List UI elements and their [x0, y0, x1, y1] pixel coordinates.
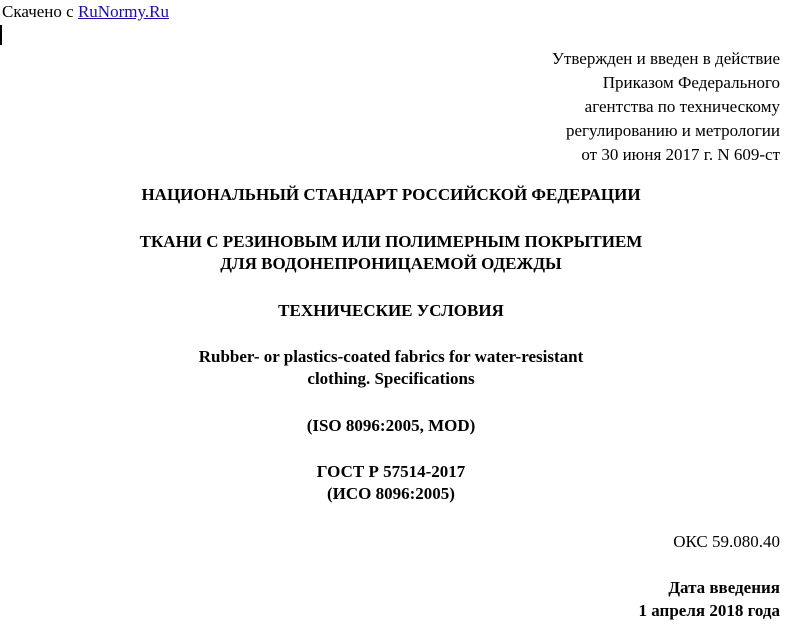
approval-block: [380, 47, 780, 167]
gost-line: (ИСО 8096:2005): [327, 484, 455, 503]
title-ru: [0, 231, 782, 275]
introduction-date: [639, 576, 780, 622]
title-en-line: Rubber- or plastics-coated fabrics for water-resistant: [198, 347, 584, 366]
approval-line: от 30 июня 2017 г. N 609-ст: [581, 145, 780, 164]
download-source-line: [2, 2, 169, 22]
iso-reference: [0, 415, 782, 437]
subtitle-ru: [0, 300, 782, 322]
introduction-date-value: 1 апреля 2018 года: [638, 601, 780, 620]
text-cursor: [0, 25, 2, 45]
runormy-link[interactable]: RuNormy.Ru: [77, 2, 169, 21]
title-en: [0, 346, 782, 390]
title-en-line: clothing. Specifications: [307, 369, 475, 388]
approval-line: Утвержден и введен в действие: [551, 49, 780, 68]
gost-designation: [0, 461, 782, 505]
approval-line: Приказом Федерального: [602, 73, 780, 92]
approval-line: регулированию и метрологии: [565, 121, 780, 140]
gost-line: ГОСТ Р 57514-2017: [316, 462, 466, 481]
standard-type-text: НАЦИОНАЛЬНЫЙ СТАНДАРТ РОССИЙСКОЙ ФЕДЕРАЦИИ: [141, 185, 641, 204]
subtitle-ru-text: ТЕХНИЧЕСКИЕ УСЛОВИЯ: [278, 301, 504, 320]
download-prefix: Скачено с: [2, 2, 78, 21]
standard-type-heading: [0, 184, 782, 206]
okc-code: ОКС 59.080.40: [673, 532, 780, 551]
title-ru-line: ТКАНИ С РЕЗИНОВЫМ ИЛИ ПОЛИМЕРНЫМ ПОКРЫТИЕМ: [139, 232, 643, 251]
title-ru-line: ДЛЯ ВОДОНЕПРОНИЦАЕМОЙ ОДЕЖДЫ: [220, 254, 562, 273]
approval-line: агентства по техническому: [584, 97, 780, 116]
introduction-date-label: Дата введения: [668, 578, 780, 597]
iso-reference-text: (ISO 8096:2005, MOD): [306, 416, 476, 435]
